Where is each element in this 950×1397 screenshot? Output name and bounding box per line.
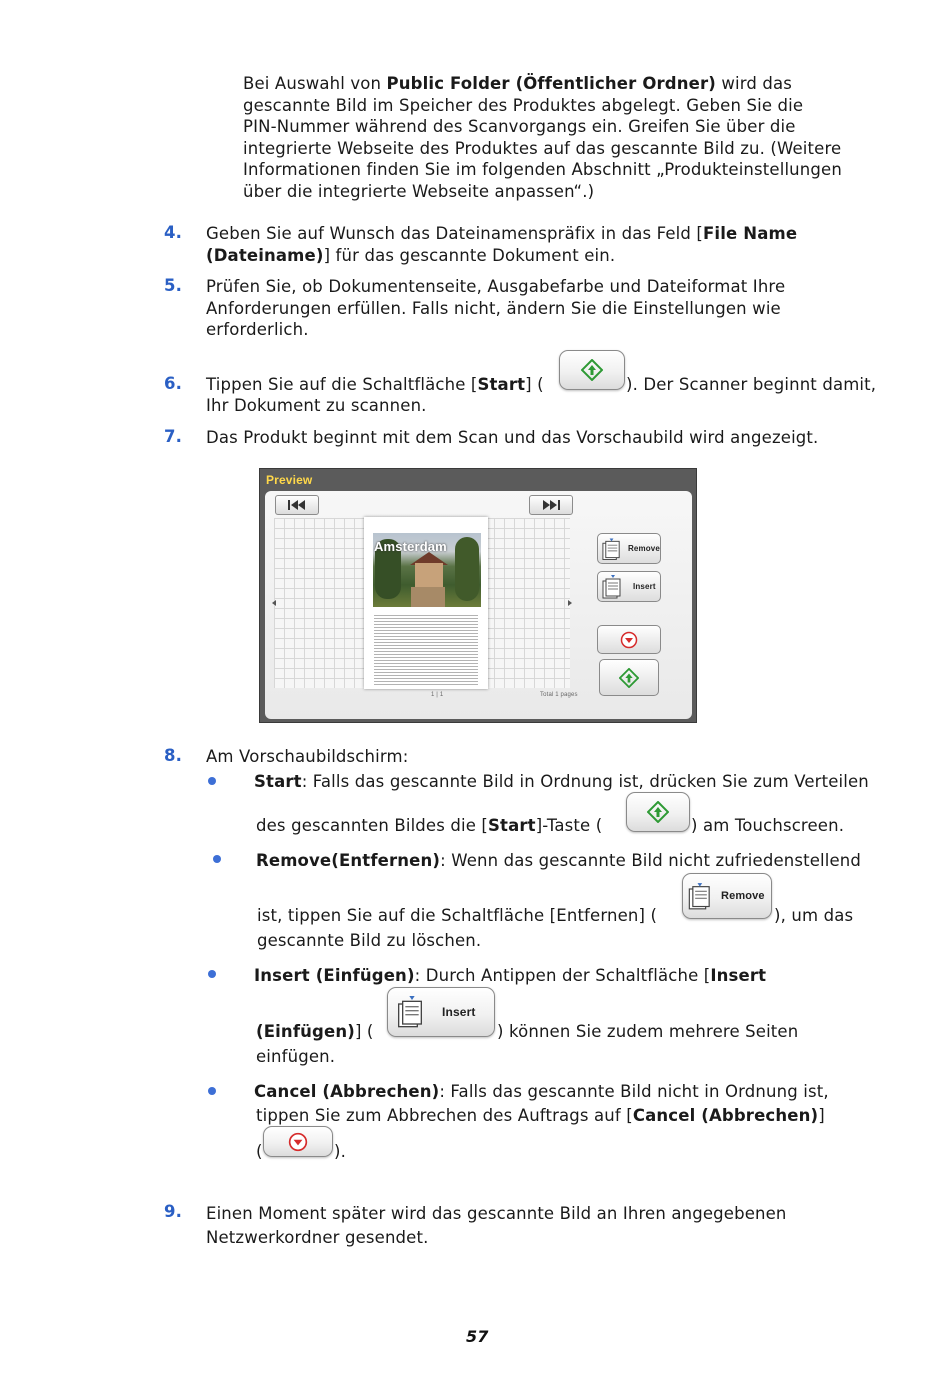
skip-forward-icon	[541, 499, 561, 511]
insert-pages-icon	[396, 996, 428, 1028]
bullet-insert-line2	[256, 1021, 374, 1043]
bullet-bold: Start	[488, 816, 536, 835]
preview-screenshot	[259, 468, 697, 723]
bullet-bold: Cancel (Abbrechen)	[632, 1106, 819, 1125]
bullet-text: tippen Sie zum Abbrechen des Auftrags auf [	[256, 1106, 633, 1125]
skip-back-icon	[287, 499, 307, 511]
bullet-bold: Remove(Entfernen)	[256, 851, 441, 870]
step-number: 9.	[164, 1202, 183, 1221]
bullet-cancel-line1	[254, 1081, 829, 1103]
bullet-insert-line1	[254, 965, 766, 987]
preview-start-button[interactable]	[599, 659, 659, 696]
bullet-text: ] (	[354, 1022, 374, 1041]
bullet-remove-line1	[256, 850, 861, 872]
step-line: Einen Moment später wird das gescannte Bild an Ihren angegebenen	[206, 1204, 787, 1223]
bullet-icon	[208, 970, 216, 978]
start-button-icon	[626, 792, 690, 832]
insert-pages-icon	[601, 575, 625, 599]
step-6-line2: Ihr Dokument zu scannen.	[206, 396, 427, 415]
right-arrow-icon	[568, 600, 572, 606]
intro-text: Bei Auswahl von	[243, 74, 387, 93]
first-page-button[interactable]	[275, 495, 319, 515]
bullet-start-line2	[256, 815, 602, 837]
bullet-icon	[208, 777, 216, 785]
preview-insert-button[interactable]	[597, 571, 661, 602]
step-text: Geben Sie auf Wunsch das Dateinamenspräfix in das Feld [	[206, 224, 704, 243]
intro-line: gescannte Bild im Speicher des Produktes abgelegt. Geben Sie die	[243, 95, 804, 115]
step-line: Anforderungen erfüllen. Falls nicht, ändern Sie die Einstellungen wie	[206, 298, 781, 318]
document-title: Amsterdam	[374, 539, 447, 554]
step-number: 4.	[164, 223, 183, 242]
remove-label: Remove	[721, 890, 765, 902]
preview-remove-label: Remove	[627, 544, 660, 553]
step-text: ] (	[525, 375, 544, 394]
step-number: 6.	[164, 374, 183, 393]
remove-pages-icon	[687, 882, 715, 910]
step-8-text: Am Vorschaubildschirm:	[206, 747, 409, 766]
bullet-bold: Insert (Einfügen)	[254, 966, 415, 985]
bullet-remove-line3: gescannte Bild zu löschen.	[257, 931, 482, 950]
start-button-icon	[559, 350, 625, 390]
bullet-insert-line3: einfügen.	[256, 1047, 336, 1066]
intro-text: wird das	[715, 74, 793, 93]
page-number: 57	[466, 1327, 489, 1346]
start-diamond-icon	[647, 801, 669, 823]
bullet-text: : Wenn das gescannte Bild nicht zufriedenstellend	[440, 851, 862, 870]
bullet-text: : Falls das gescannte Bild in Ordnung ist, drücken Sie zum Verteilen	[301, 772, 869, 791]
bullet-cancel-line2	[256, 1105, 825, 1127]
preview-remove-button[interactable]	[597, 533, 661, 564]
left-arrow-icon	[272, 600, 276, 606]
step-bold: Start	[477, 375, 526, 394]
bullet-start-line1	[254, 771, 869, 793]
bullet-cancel-close: ).	[334, 1142, 346, 1161]
insert-label: Insert	[442, 1005, 476, 1019]
step-bold: File Name	[703, 224, 798, 243]
bullet-remove-after: ), um das	[774, 906, 854, 925]
intro-line: PIN-Nummer während des Scanvorgangs ein. Greifen Sie über die	[243, 117, 796, 136]
remove-button-icon	[682, 873, 772, 919]
page-indicator: 1 | 1	[431, 692, 444, 698]
bullet-text: : Durch Antippen der Schaltfläche [	[414, 966, 711, 985]
bullet-text: ]-Taste (	[535, 816, 603, 835]
step-number: 8.	[164, 746, 183, 765]
bullet-icon	[208, 1087, 216, 1095]
bullet-text: ]	[818, 1106, 825, 1125]
last-page-button[interactable]	[529, 495, 573, 515]
cancel-button-icon	[263, 1126, 333, 1157]
remove-pages-icon	[601, 537, 624, 561]
bullet-bold: (Einfügen)	[256, 1022, 355, 1041]
intro-paragraph	[243, 73, 842, 202]
start-diamond-icon	[619, 668, 639, 688]
insert-button-icon	[387, 987, 495, 1037]
step-line: Netzwerkordner gesendet.	[206, 1228, 429, 1247]
preview-insert-label: Insert	[633, 582, 656, 591]
step-6-line1	[206, 374, 544, 396]
bullet-insert-after: ) können Sie zudem mehrere Seiten	[497, 1022, 799, 1041]
bullet-start-after: ) am Touchscreen.	[691, 816, 845, 835]
step-line: Prüfen Sie, ob Dokumentenseite, Ausgabefarbe und Dateiformat Ihre	[206, 277, 786, 296]
bullet-bold: Start	[254, 772, 302, 791]
preview-panel	[265, 491, 692, 719]
preview-cancel-button[interactable]	[597, 625, 661, 654]
step-bold: (Dateiname)	[206, 245, 324, 265]
bullet-remove-line2: ist, tippen Sie auf die Schaltfläche [Entfernen] (	[257, 906, 658, 925]
step-9-text	[206, 1202, 787, 1250]
step-text: ] für das gescannte Dokument ein.	[323, 245, 616, 265]
step-7-text: Das Produkt beginnt mit dem Scan und das Vorschaubild wird angezeigt.	[206, 428, 819, 447]
intro-line: integrierte Webseite des Produktes auf das gescannte Bild zu. (Weitere	[243, 138, 842, 158]
bullet-cancel-open: (	[256, 1142, 263, 1161]
start-diamond-icon	[581, 359, 603, 381]
step-text: Tippen Sie auf die Schaltfläche [	[206, 375, 478, 394]
bullet-text: des gescannten Bildes die [	[256, 816, 489, 835]
bullet-icon	[213, 855, 221, 863]
cancel-icon	[288, 1132, 308, 1152]
intro-bold: Public Folder (Öffentlicher Ordner)	[386, 74, 716, 93]
step-line: erforderlich.	[206, 320, 309, 339]
total-pages: Total 1 pages	[540, 692, 578, 698]
document-text-lines	[374, 615, 478, 685]
cancel-icon	[620, 631, 638, 649]
step-6-after: ). Der Scanner beginnt damit,	[626, 375, 877, 394]
bullet-bold: Insert	[710, 966, 767, 985]
bullet-bold: Cancel (Abbrechen)	[254, 1082, 440, 1101]
step-5-text	[206, 276, 785, 341]
preview-title: Preview	[266, 473, 313, 487]
step-number: 5.	[164, 276, 183, 295]
step-number: 7.	[164, 427, 183, 446]
scanned-document-thumbnail	[364, 517, 488, 689]
intro-line: über die integrierte Webseite anpassen“.)	[243, 181, 595, 201]
intro-line: Informationen finden Sie im folgenden Abschnitt „Produkteinstellungen	[243, 160, 842, 179]
bullet-text: : Falls das gescannte Bild nicht in Ordnung ist,	[439, 1082, 829, 1101]
step-4-text	[206, 223, 797, 266]
